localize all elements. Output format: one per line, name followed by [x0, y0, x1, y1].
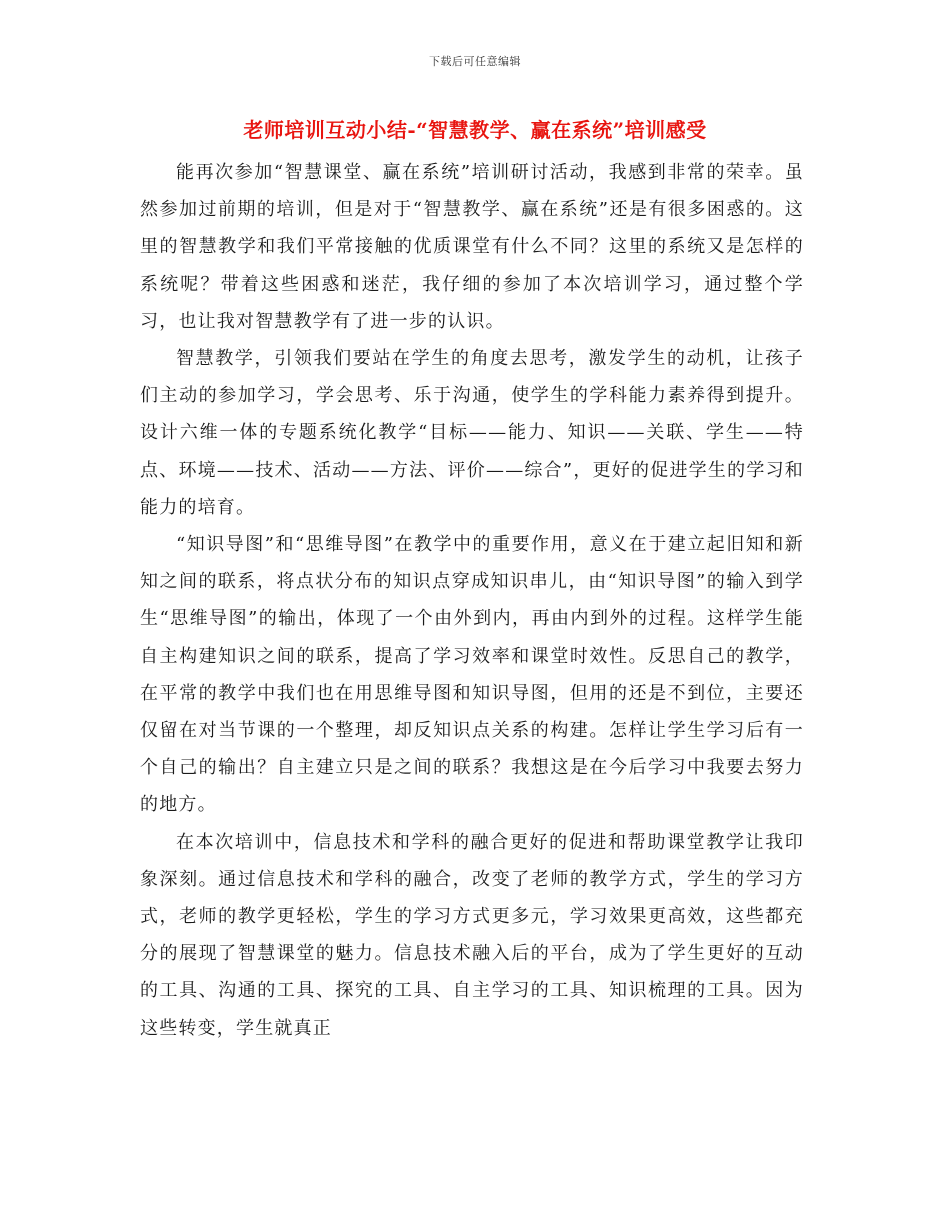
- page-header-note: 下载后可任意编辑: [429, 55, 521, 68]
- paragraph-4: 在本次培训中，信息技术和学科的融合更好的促进和帮助课堂教学让我印象深刻。通过信息技术和学科的融合，改变了老师的教学方式，学生的学习方式，老师的教学更轻松，学生的学习方式更多元，学习效果更高效，这些都充分的展现了智慧课堂的魅力。信息技术融入后的平台，成为了学生更好的互动的工具、沟通的工具、探究的工具、自主学习的工具、知识梳理的工具。因为这些转变，学生就真正: [140, 831, 804, 1039]
- document-title: 老师培训互动小结-“智慧教学、赢在系统”培训感受: [243, 118, 707, 142]
- paragraph-3: “知识导图”和“思维导图”在教学中的重要作用，意义在于建立起旧知和新知之间的联系，将点状分布的知识点穿成知识串儿，由“知识导图”的输入到学生“思维导图”的输出，体现了一个由外到内，再由内到外的过程。这样学生能自主构建知识之间的联系，提高了学习效率和课堂时效性。反思自己的教学，在平常的教学中我们也在用思维导图和知识导图，但用的还是不到位，主要还仅留在对当节课的一个整理，却反知识点关系的构建。怎样让学生学习后有一个自己的输出？自主建立只是之间的联系？我想这是在今后学习中我要去努力的地方。: [140, 534, 804, 816]
- paragraph-2: 智慧教学，引领我们要站在学生的角度去思考，激发学生的动机，让孩子们主动的参加学习，学会思考、乐于沟通，使学生的学科能力素养得到提升。设计六维一体的专题系统化教学“目标——能力、知识——关联、学生——特点、环境——技术、活动——方法、评价——综合”，更好的促进学生的学习和能力的培育。: [140, 348, 804, 518]
- document-body: [140, 154, 804, 1047]
- paragraph-1: 能再次参加“智慧课堂、赢在系统”培训研讨活动，我感到非常的荣幸。虽然参加过前期的培训，但是对于“智慧教学、赢在系统”还是有很多困惑的。这里的智慧教学和我们平常接触的优质课堂有什么不同？这里的系统又是怎样的系统呢？带着这些困惑和迷茫，我仔细的参加了本次培训学习，通过整个学习，也让我对智慧教学有了进一步的认识。: [140, 162, 804, 332]
